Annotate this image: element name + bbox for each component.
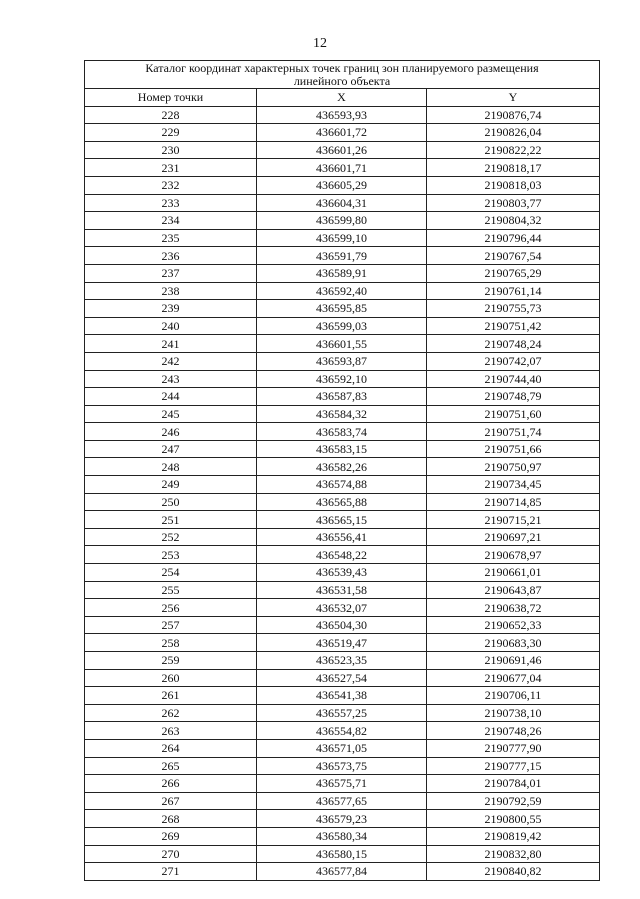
cell-point-number: 264	[85, 739, 257, 757]
cell-y: 2190804,32	[427, 212, 600, 230]
cell-point-number: 250	[85, 493, 257, 511]
cell-x: 436579,23	[257, 810, 427, 828]
cell-point-number: 270	[85, 845, 257, 863]
table-row	[85, 335, 600, 353]
cell-y: 2190678,97	[427, 546, 600, 564]
cell-y: 2190818,03	[427, 176, 600, 194]
cell-x: 436554,82	[257, 722, 427, 740]
cell-point-number: 244	[85, 388, 257, 406]
cell-point-number: 258	[85, 634, 257, 652]
cell-x: 436565,15	[257, 511, 427, 529]
cell-y: 2190744,40	[427, 370, 600, 388]
table-row	[85, 581, 600, 599]
cell-point-number: 228	[85, 106, 257, 124]
cell-x: 436580,34	[257, 827, 427, 845]
table-row	[85, 458, 600, 476]
cell-x: 436601,26	[257, 141, 427, 159]
table-row	[85, 282, 600, 300]
table-title-row	[85, 61, 600, 89]
cell-y: 2190822,22	[427, 141, 600, 159]
cell-y: 2190840,82	[427, 863, 600, 881]
cell-x: 436580,15	[257, 845, 427, 863]
cell-y: 2190706,11	[427, 687, 600, 705]
cell-x: 436541,38	[257, 687, 427, 705]
column-header-y: Y	[427, 89, 600, 107]
cell-x: 436556,41	[257, 528, 427, 546]
cell-point-number: 246	[85, 423, 257, 441]
cell-x: 436599,80	[257, 212, 427, 230]
table-row	[85, 739, 600, 757]
page-number: 12	[313, 36, 327, 51]
cell-x: 436583,74	[257, 423, 427, 441]
table-row	[85, 440, 600, 458]
cell-y: 2190661,01	[427, 564, 600, 582]
coordinates-catalog-table	[84, 60, 600, 881]
cell-point-number: 259	[85, 652, 257, 670]
cell-y: 2190691,46	[427, 652, 600, 670]
cell-point-number: 251	[85, 511, 257, 529]
cell-y: 2190738,10	[427, 704, 600, 722]
cell-x: 436523,35	[257, 652, 427, 670]
cell-point-number: 237	[85, 264, 257, 282]
table-row	[85, 247, 600, 265]
table-row	[85, 194, 600, 212]
table-row	[85, 827, 600, 845]
table-row	[85, 370, 600, 388]
cell-y: 2190715,21	[427, 511, 600, 529]
cell-point-number: 234	[85, 212, 257, 230]
cell-y: 2190734,45	[427, 476, 600, 494]
cell-point-number: 254	[85, 564, 257, 582]
cell-y: 2190876,74	[427, 106, 600, 124]
cell-x: 436571,05	[257, 739, 427, 757]
table-header-row	[85, 89, 600, 107]
cell-point-number: 255	[85, 581, 257, 599]
cell-x: 436504,30	[257, 616, 427, 634]
cell-y: 2190677,04	[427, 669, 600, 687]
cell-y: 2190777,90	[427, 739, 600, 757]
cell-point-number: 233	[85, 194, 257, 212]
cell-y: 2190751,60	[427, 405, 600, 423]
cell-x: 436539,43	[257, 564, 427, 582]
cell-point-number: 232	[85, 176, 257, 194]
cell-y: 2190751,42	[427, 317, 600, 335]
cell-x: 436531,58	[257, 581, 427, 599]
cell-point-number: 262	[85, 704, 257, 722]
table-row	[85, 634, 600, 652]
cell-point-number: 252	[85, 528, 257, 546]
cell-point-number: 257	[85, 616, 257, 634]
cell-y: 2190784,01	[427, 775, 600, 793]
cell-point-number: 236	[85, 247, 257, 265]
cell-y: 2190697,21	[427, 528, 600, 546]
table-row	[85, 599, 600, 617]
table-row	[85, 300, 600, 318]
cell-point-number: 271	[85, 863, 257, 881]
table-row	[85, 845, 600, 863]
table-row	[85, 528, 600, 546]
cell-y: 2190826,04	[427, 124, 600, 142]
cell-x: 436573,75	[257, 757, 427, 775]
cell-point-number: 260	[85, 669, 257, 687]
cell-point-number: 256	[85, 599, 257, 617]
table-row	[85, 405, 600, 423]
cell-y: 2190767,54	[427, 247, 600, 265]
table-row	[85, 616, 600, 634]
table-row	[85, 792, 600, 810]
cell-point-number: 235	[85, 229, 257, 247]
table-row	[85, 229, 600, 247]
cell-y: 2190832,80	[427, 845, 600, 863]
column-header-point-number: Номер точки	[85, 89, 257, 107]
table-row	[85, 423, 600, 441]
table-row	[85, 352, 600, 370]
cell-x: 436548,22	[257, 546, 427, 564]
cell-y: 2190683,30	[427, 634, 600, 652]
cell-x: 436593,87	[257, 352, 427, 370]
cell-point-number: 238	[85, 282, 257, 300]
cell-point-number: 269	[85, 827, 257, 845]
cell-x: 436601,55	[257, 335, 427, 353]
table-title: Каталог координат характерных точек границ зон планируемого размещения линейного объекта	[85, 61, 600, 89]
cell-y: 2190819,42	[427, 827, 600, 845]
cell-y: 2190751,66	[427, 440, 600, 458]
cell-x: 436591,79	[257, 247, 427, 265]
table-row	[85, 863, 600, 881]
cell-point-number: 241	[85, 335, 257, 353]
cell-point-number: 263	[85, 722, 257, 740]
table-row	[85, 388, 600, 406]
cell-point-number: 239	[85, 300, 257, 318]
cell-point-number: 261	[85, 687, 257, 705]
cell-x: 436604,31	[257, 194, 427, 212]
cell-point-number: 243	[85, 370, 257, 388]
cell-point-number: 247	[85, 440, 257, 458]
cell-x: 436532,07	[257, 599, 427, 617]
cell-x: 436519,47	[257, 634, 427, 652]
cell-y: 2190792,59	[427, 792, 600, 810]
table-row	[85, 704, 600, 722]
cell-point-number: 229	[85, 124, 257, 142]
table-row	[85, 476, 600, 494]
cell-x: 436595,85	[257, 300, 427, 318]
cell-point-number: 240	[85, 317, 257, 335]
cell-x: 436575,71	[257, 775, 427, 793]
cell-point-number: 248	[85, 458, 257, 476]
cell-y: 2190818,17	[427, 159, 600, 177]
table-row	[85, 757, 600, 775]
cell-y: 2190755,73	[427, 300, 600, 318]
table-row	[85, 317, 600, 335]
cell-point-number: 265	[85, 757, 257, 775]
table-row	[85, 212, 600, 230]
table-row	[85, 493, 600, 511]
cell-x: 436593,93	[257, 106, 427, 124]
table-row	[85, 546, 600, 564]
table-row	[85, 124, 600, 142]
cell-x: 436601,71	[257, 159, 427, 177]
cell-x: 436599,10	[257, 229, 427, 247]
column-header-x: X	[257, 89, 427, 107]
cell-x: 436582,26	[257, 458, 427, 476]
cell-y: 2190777,15	[427, 757, 600, 775]
cell-x: 436557,25	[257, 704, 427, 722]
table-body	[85, 106, 600, 880]
cell-x: 436584,32	[257, 405, 427, 423]
cell-x: 436605,29	[257, 176, 427, 194]
cell-y: 2190751,74	[427, 423, 600, 441]
table-row	[85, 722, 600, 740]
table-row	[85, 564, 600, 582]
cell-point-number: 267	[85, 792, 257, 810]
cell-y: 2190761,14	[427, 282, 600, 300]
cell-y: 2190748,24	[427, 335, 600, 353]
cell-y: 2190643,87	[427, 581, 600, 599]
cell-point-number: 245	[85, 405, 257, 423]
cell-y: 2190714,85	[427, 493, 600, 511]
cell-y: 2190638,72	[427, 599, 600, 617]
cell-point-number: 249	[85, 476, 257, 494]
cell-point-number: 253	[85, 546, 257, 564]
cell-y: 2190803,77	[427, 194, 600, 212]
cell-x: 436599,03	[257, 317, 427, 335]
table-row	[85, 511, 600, 529]
cell-y: 2190750,97	[427, 458, 600, 476]
cell-x: 436527,54	[257, 669, 427, 687]
cell-y: 2190800,55	[427, 810, 600, 828]
cell-point-number: 266	[85, 775, 257, 793]
cell-point-number: 268	[85, 810, 257, 828]
table-row	[85, 810, 600, 828]
cell-y: 2190796,44	[427, 229, 600, 247]
cell-point-number: 231	[85, 159, 257, 177]
cell-x: 436587,83	[257, 388, 427, 406]
cell-x: 436577,65	[257, 792, 427, 810]
table-row	[85, 775, 600, 793]
table-row	[85, 106, 600, 124]
cell-y: 2190742,07	[427, 352, 600, 370]
cell-x: 436565,88	[257, 493, 427, 511]
cell-x: 436592,10	[257, 370, 427, 388]
cell-x: 436601,72	[257, 124, 427, 142]
cell-x: 436577,84	[257, 863, 427, 881]
cell-y: 2190748,79	[427, 388, 600, 406]
table-row	[85, 669, 600, 687]
table-row	[85, 176, 600, 194]
cell-point-number: 242	[85, 352, 257, 370]
table-row	[85, 159, 600, 177]
cell-y: 2190765,29	[427, 264, 600, 282]
table-row	[85, 687, 600, 705]
cell-y: 2190652,33	[427, 616, 600, 634]
cell-y: 2190748,26	[427, 722, 600, 740]
cell-x: 436574,88	[257, 476, 427, 494]
cell-point-number: 230	[85, 141, 257, 159]
table-row	[85, 652, 600, 670]
cell-x: 436589,91	[257, 264, 427, 282]
table-row	[85, 141, 600, 159]
table-row	[85, 264, 600, 282]
cell-x: 436583,15	[257, 440, 427, 458]
cell-x: 436592,40	[257, 282, 427, 300]
